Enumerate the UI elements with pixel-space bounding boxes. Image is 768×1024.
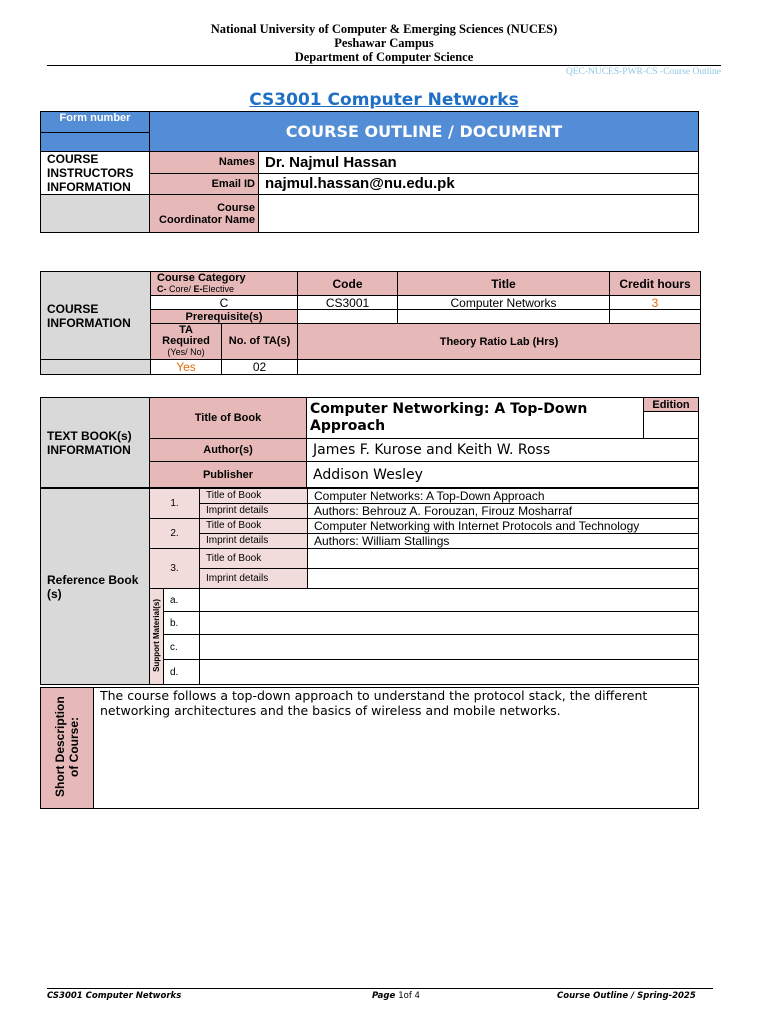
support-value-c bbox=[200, 635, 699, 660]
ref-imprint-value-1: Authors: Behrouz A. Forouzan, Firouz Mosharraf bbox=[308, 504, 699, 519]
description-label: Short Description of Course: bbox=[53, 696, 81, 797]
ref-title-value-1: Computer Networks: A Top-Down Approach bbox=[308, 489, 699, 504]
ref-title-label-2: Title of Book bbox=[200, 519, 308, 534]
ta-required-value: Yes bbox=[151, 360, 222, 375]
reference-label: Reference Book (s) bbox=[41, 489, 150, 685]
coordinator-label: Course Coordinator Name bbox=[150, 195, 259, 233]
title-label: Title bbox=[398, 272, 610, 296]
ref-title-label-3: Title of Book bbox=[200, 549, 308, 569]
support-value-b bbox=[200, 612, 699, 635]
textbook-table bbox=[40, 397, 699, 488]
course-info-label-tail bbox=[41, 360, 151, 375]
ta-required-label: TA Required bbox=[162, 324, 210, 347]
coordinator-spacer bbox=[41, 195, 150, 233]
prerequisite-label: Prerequisite(s) bbox=[151, 310, 298, 324]
coordinator-value bbox=[259, 195, 699, 233]
publisher-label: Publisher bbox=[150, 462, 307, 488]
form-number-value bbox=[41, 133, 150, 152]
support-material-label: Support Material(s) bbox=[152, 599, 161, 672]
ref-title-value-2: Computer Networking with Internet Protocols and Technology bbox=[308, 519, 699, 534]
support-letter-c: c. bbox=[164, 635, 200, 660]
ref-title-value-3 bbox=[308, 549, 699, 569]
num-ta-value: 02 bbox=[222, 360, 298, 375]
ref-book-num-1: 1. bbox=[150, 489, 200, 519]
course-title-value: Computer Networks bbox=[398, 296, 610, 310]
instructors-label: COURSE INSTRUCTORS INFORMATION bbox=[41, 152, 150, 195]
department-name: Department of Computer Science bbox=[294, 50, 474, 64]
reference-table bbox=[40, 488, 699, 685]
instructor-email: najmul.hassan@nu.edu.pk bbox=[259, 173, 699, 195]
course-info-table bbox=[40, 271, 701, 375]
num-ta-label: No. of TA(s) bbox=[222, 324, 298, 360]
form-number-label: Form number bbox=[41, 112, 150, 133]
footer-rule bbox=[47, 988, 713, 989]
ref-imprint-label-2: Imprint details bbox=[200, 534, 308, 549]
prerequisite-value-2 bbox=[398, 310, 610, 324]
course-category-label: Course Category bbox=[157, 271, 246, 284]
doc-heading: COURSE OUTLINE / DOCUMENT bbox=[150, 112, 699, 152]
support-material-label-cell bbox=[150, 589, 164, 685]
support-value-a bbox=[200, 589, 699, 612]
course-category-header bbox=[151, 272, 298, 296]
campus-name: Peshawar Campus bbox=[334, 36, 434, 50]
footer-page: Page 1of 4 bbox=[372, 991, 420, 1001]
ref-imprint-value-2: Authors: William Stallings bbox=[308, 534, 699, 549]
credit-hours-label: Credit hours bbox=[610, 272, 701, 296]
prerequisite-value-3 bbox=[610, 310, 701, 324]
support-letter-d: d. bbox=[164, 660, 200, 685]
document-code: QEC-NUCES-PWR-CS -Course Outline bbox=[565, 67, 721, 77]
edition-label: Edition bbox=[644, 398, 699, 412]
theory-ratio-value bbox=[298, 360, 701, 375]
textbook-title-label: Title of Book bbox=[150, 398, 307, 439]
course-category-legend: C- Core/ E-Elective bbox=[157, 283, 235, 294]
ref-imprint-value-3 bbox=[308, 569, 699, 589]
course-category-value: C bbox=[151, 296, 298, 310]
description-table bbox=[40, 687, 699, 809]
ref-imprint-label-3: Imprint details bbox=[200, 569, 308, 589]
course-title: CS3001 Computer Networks bbox=[249, 90, 519, 110]
course-code-value: CS3001 bbox=[298, 296, 398, 310]
footer-outline: Course Outline / Spring-2025 bbox=[557, 991, 696, 1001]
textbook-title-value: Computer Networking: A Top-Down Approach bbox=[307, 398, 644, 439]
course-info-label: COURSE INFORMATION bbox=[41, 272, 151, 360]
support-value-d bbox=[200, 660, 699, 685]
credit-hours-value: 3 bbox=[610, 296, 701, 310]
university-name: National University of Computer & Emerging Sciences (NUCES) bbox=[210, 22, 558, 36]
ref-book-num-3: 3. bbox=[150, 549, 200, 589]
names-label: Names bbox=[150, 152, 259, 174]
ta-required-header bbox=[151, 324, 222, 360]
footer-course: CS3001 Computer Networks bbox=[47, 991, 182, 1001]
prerequisite-value-1 bbox=[298, 310, 398, 324]
ref-book-num-2: 2. bbox=[150, 519, 200, 549]
instructor-name: Dr. Najmul Hassan bbox=[259, 152, 699, 174]
support-letter-a: a. bbox=[164, 589, 200, 612]
author-value: James F. Kurose and Keith W. Ross bbox=[307, 439, 699, 462]
publisher-value: Addison Wesley bbox=[307, 462, 699, 488]
edition-value bbox=[644, 412, 699, 439]
email-label: Email ID bbox=[150, 173, 259, 195]
ref-title-label-1: Title of Book bbox=[200, 489, 308, 504]
theory-ratio-label: Theory Ratio Lab (Hrs) bbox=[298, 324, 701, 360]
support-letter-b: b. bbox=[164, 612, 200, 635]
code-label: Code bbox=[298, 272, 398, 296]
header-rule bbox=[47, 65, 721, 66]
ref-imprint-label-1: Imprint details bbox=[200, 504, 308, 519]
description-label-cell bbox=[41, 688, 94, 809]
instructors-table bbox=[40, 111, 699, 233]
ta-required-sub: (Yes/ No) bbox=[167, 347, 205, 357]
description-text: The course follows a top-down approach to understand the protocol stack, the different networking architectures and the basics of wireless and mobile networks. bbox=[94, 688, 699, 809]
author-label: Author(s) bbox=[150, 439, 307, 462]
textbook-label: TEXT BOOK(s) INFORMATION bbox=[41, 398, 150, 488]
